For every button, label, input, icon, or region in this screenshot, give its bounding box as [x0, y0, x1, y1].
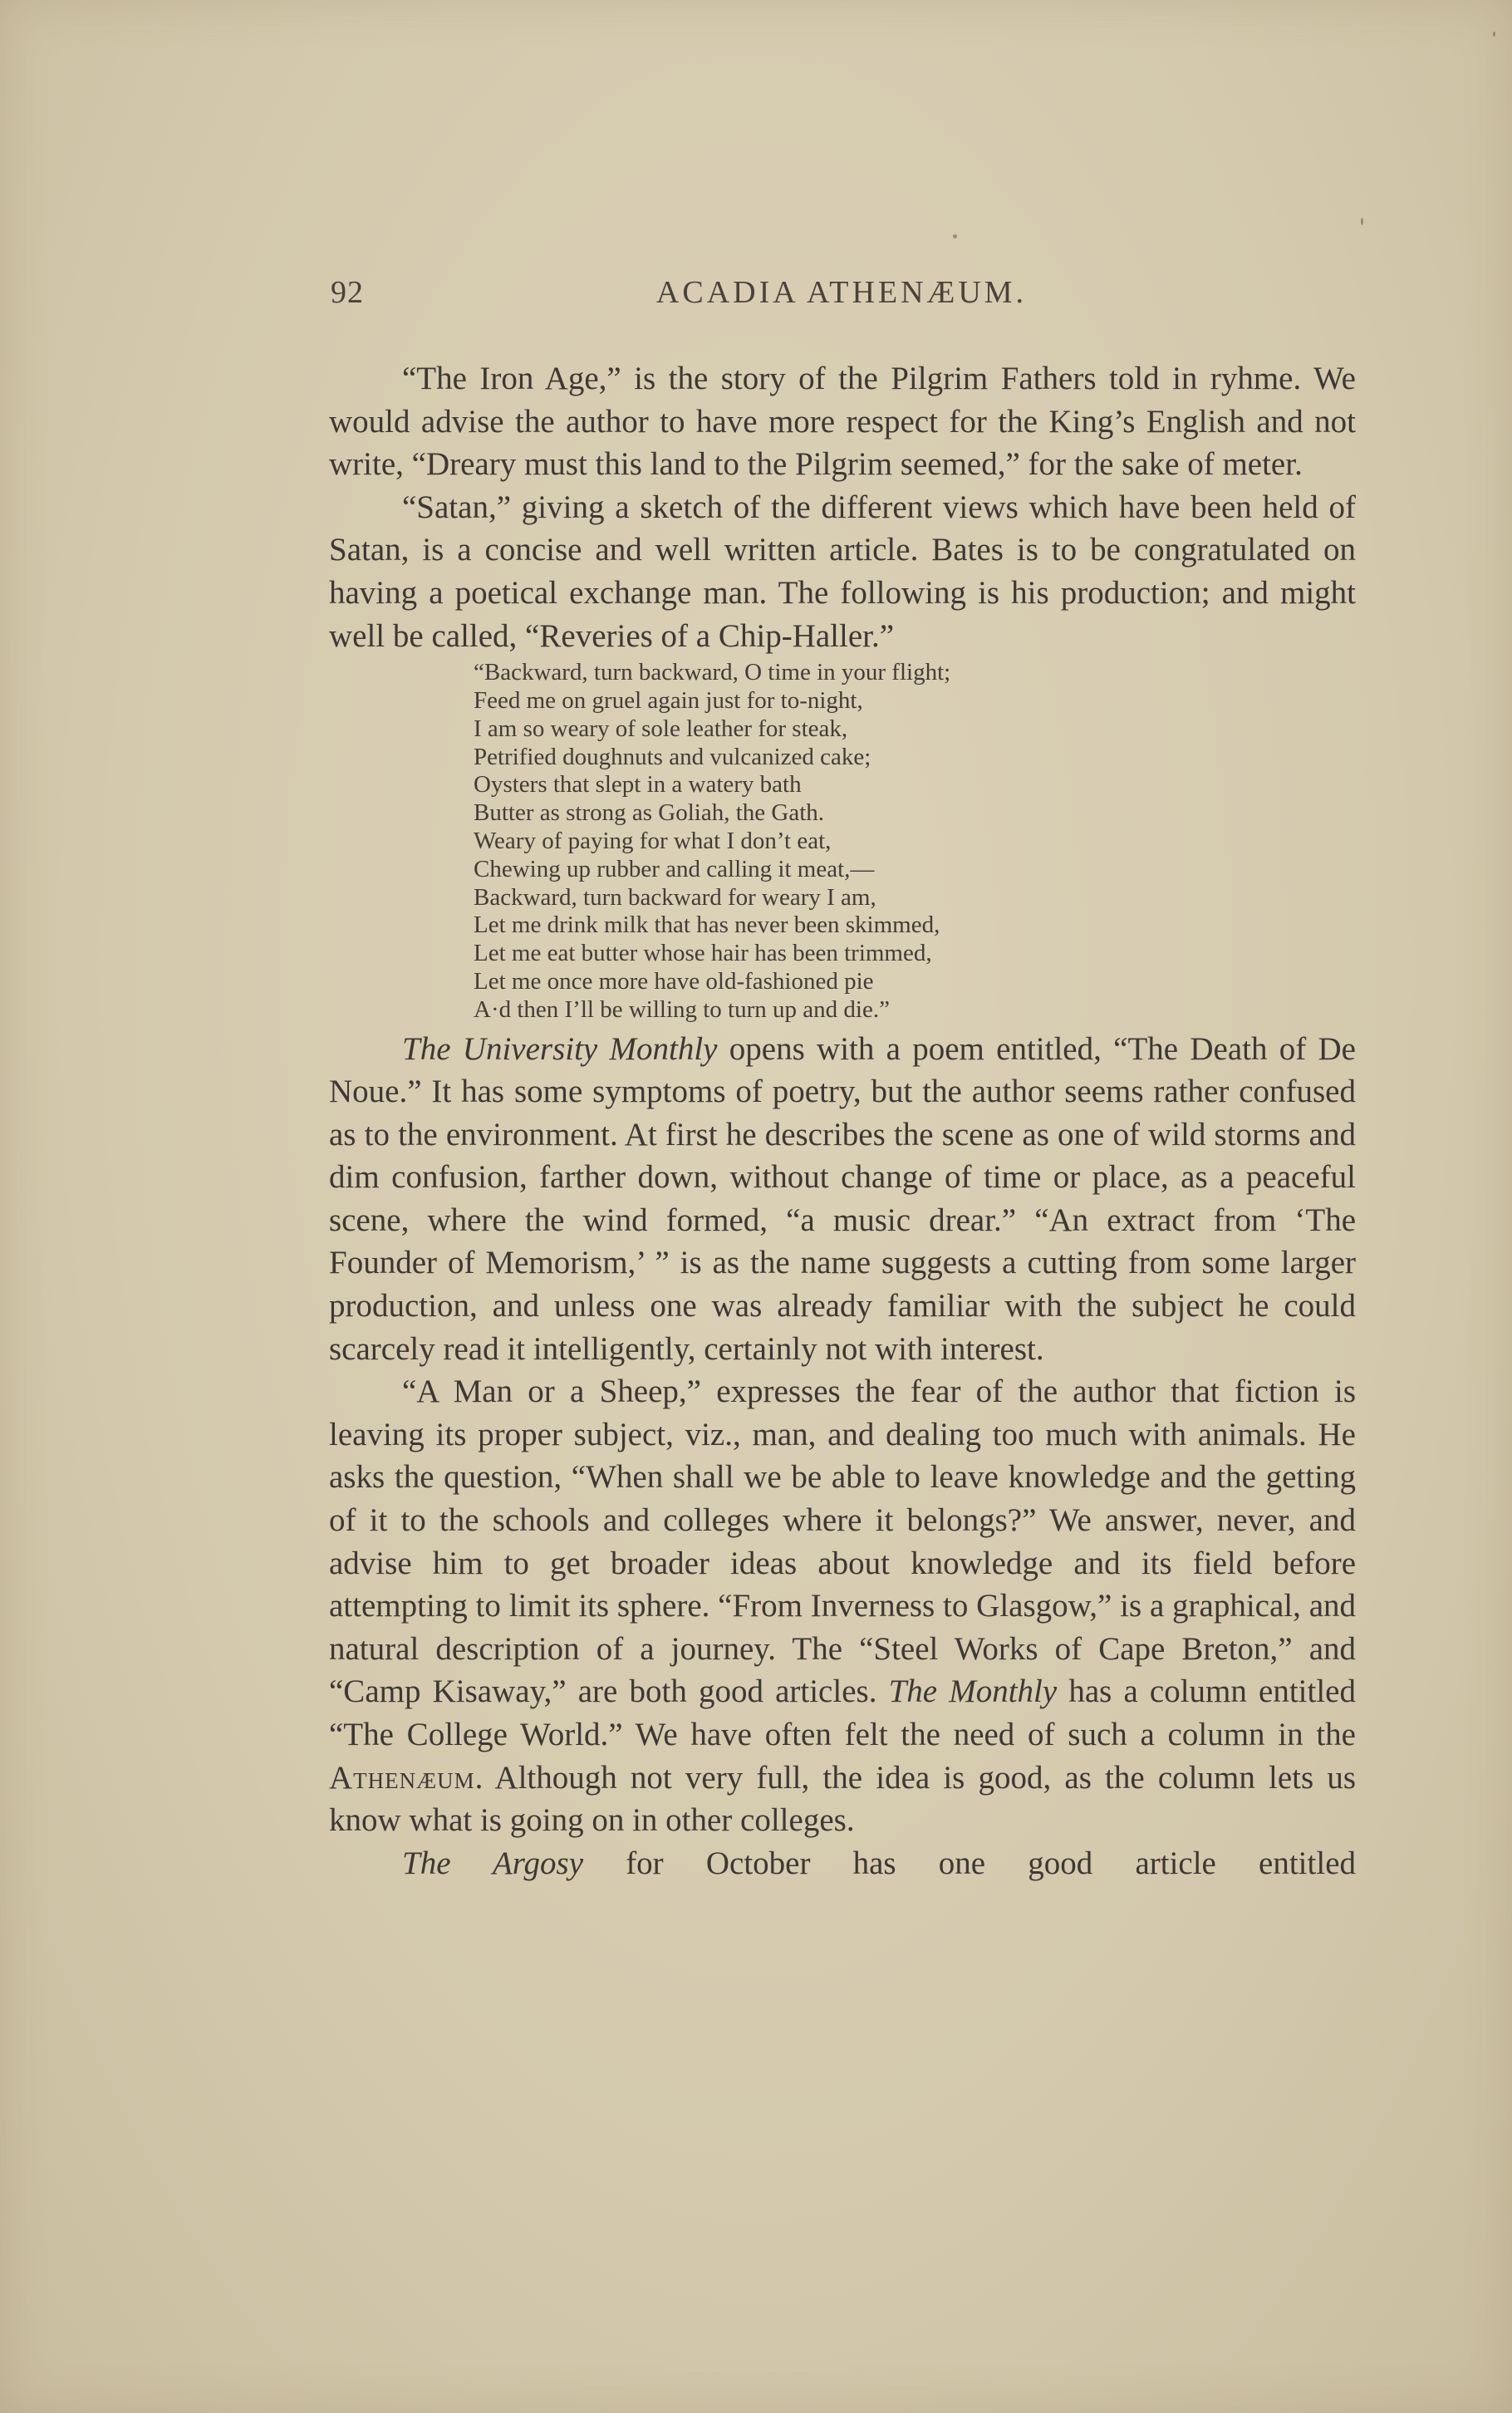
- paragraph-text: opens with a poem entitled, “The Death of De Noue.” It has some symptoms of poetry, but the author seems rather confused as to the environment. At first he describes the scene as one of wild storms and dim confusion, farther down, without change of time or place, as a peaceful scene, where the wind formed, “a music drear.” “An extract from ‘The Founder of Memorism,’ ” is as the name suggests a cutting from some larger production, and unless one was already familiar with the subject he could scarcely read it intelligently, certainly not with interest.: [329, 1030, 1356, 1367]
- paper-speck: [953, 234, 957, 238]
- poem-line: Backward, turn backward for weary I am,: [474, 883, 876, 911]
- article-body: [329, 357, 1356, 1885]
- poem-line: Let me once more have old-fashioned pie: [474, 967, 874, 995]
- poem-line: Petrified doughnuts and vulcanized cake;: [474, 743, 871, 770]
- running-title: ACADIA ATHENÆUM.: [655, 275, 1028, 310]
- paragraph-text: “A Man or a Sheep,” expresses the fear of the author that fiction is leaving its proper subject, viz., man, and dealing too much with animals. He asks the question, “When shall we be able to leave knowledge and the getting of it to the schools and colleges where it belongs?” We answer, never, and advise him to get broader ideas about knowledge and its field before attempting to limit its sphere. “From Inverness to Glasgow,” is a graphical, and natural description of a journey. The “Steel Works of Cape Breton,” and “Camp Kisaway,” are both good articles.: [329, 1374, 1356, 1710]
- paragraph-iron-age: “The Iron Age,” is the story of the Pilgrim Fathers told in ryhme. We would advise the author to have more respect for the King’s English and not write, “Dreary must this land to the Pilgrim seemed,” for the sake of meter.: [329, 361, 1356, 483]
- poem-line: Let me eat butter whose hair has been trimmed,: [474, 940, 932, 967]
- poem-line: “Backward, turn backward, O time in your flight;: [474, 659, 951, 686]
- paragraph-university-monthly: [329, 1028, 1356, 1371]
- page-header: [331, 274, 1352, 324]
- paper-speck: [1361, 218, 1363, 225]
- publication-name-smallcaps: Athenæum: [329, 1759, 475, 1796]
- paper-speck: [1493, 32, 1495, 37]
- paragraph-text: for October has one good article entitled: [583, 1845, 1356, 1881]
- poem-reveries: [474, 659, 1356, 1024]
- poem-line: I am so weary of sole leather for steak,: [474, 715, 848, 742]
- poem-line: Oysters that slept in a watery bath: [474, 771, 802, 799]
- poem-line: Chewing up rubber and calling it meat,—: [474, 855, 875, 882]
- paragraph-man-or-sheep: [329, 1370, 1356, 1842]
- paragraph-satan: “Satan,” giving a sketch of the different views which have been held of Satan, is a concise and well written article. Bates is to be congratulated on having a poetical exchange man. The following is his production; and might well be called, “Reveries of a Chip-Haller.”: [329, 489, 1356, 654]
- publication-title: The Monthly: [888, 1673, 1058, 1710]
- publication-title: The Argosy: [402, 1845, 584, 1881]
- publication-title: The University Monthly: [402, 1030, 718, 1067]
- paragraph-text: has a column entitled “The College World.” We have often felt the need of such a column in the: [329, 1673, 1356, 1753]
- poem-line: A·d then I’ll be willing to turn up and die.”: [474, 995, 890, 1023]
- poem-line: Let me drink milk that has never been skimmed,: [474, 912, 940, 939]
- poem-line: Butter as strong as Goliah, the Gath.: [474, 799, 825, 827]
- paragraph-argosy: [329, 1842, 1356, 1885]
- paragraph-text: . Although not very full, the idea is good, as the column lets us know what is going on in other colleges.: [329, 1759, 1356, 1839]
- page-number: 92: [331, 275, 364, 310]
- poem-line: Weary of paying for what I don’t eat,: [474, 827, 832, 854]
- poem-line: Feed me on gruel again just for to-night,: [474, 686, 863, 714]
